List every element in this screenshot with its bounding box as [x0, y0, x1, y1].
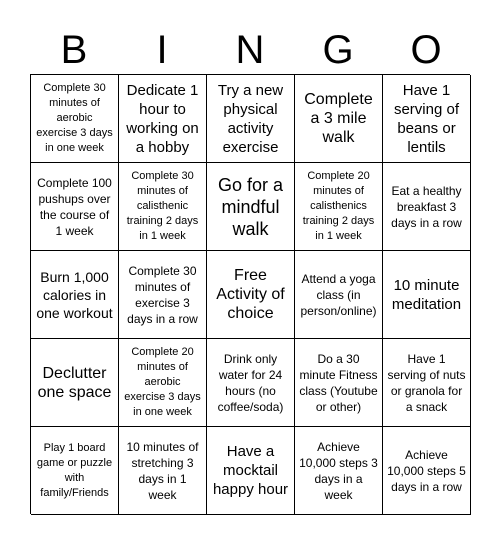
cell-text: Burn 1,000 calories in one workout [36, 268, 113, 321]
cell-text: Complete 100 pushups over the course of 1 week [37, 175, 112, 238]
bingo-cell[interactable] [207, 427, 295, 515]
bingo-cell[interactable] [383, 251, 471, 339]
bingo-cell[interactable] [383, 75, 471, 163]
cell-text: Free Activity of choice [216, 267, 285, 322]
cell-text: Achieve 10,000 steps 5 days in a row [387, 447, 466, 494]
cell-text: Have a mocktail happy hour [212, 443, 289, 498]
cell-text: Complete 20 minutes of aerobic exercise 3 days in one week [124, 346, 201, 418]
cell-text: Achieve 10,000 steps 3 days in a week [299, 439, 378, 502]
cell-text: 10 minute meditation [391, 276, 462, 313]
cell-text: Complete a 3 mile walk [304, 91, 373, 146]
bingo-cell[interactable] [295, 339, 383, 427]
cell-text: Have 1 serving of beans or lentils [393, 81, 460, 156]
bingo-cell[interactable] [207, 75, 295, 163]
header-letter-i: I [156, 28, 168, 72]
cell-text: Drink only water for 24 hours (no coffee/soda) [217, 351, 284, 414]
cell-text: Complete 30 minutes of calisthenic training 2 days in 1 week [126, 170, 199, 242]
header-letter-o: O [410, 28, 442, 72]
cell-text: Complete 30 minutes of aerobic exercise 3 days in one week [36, 82, 113, 154]
cell-text: Dedicate 1 hour to working on a hobby [126, 81, 199, 156]
bingo-cell[interactable] [31, 427, 119, 515]
cell-text: Eat a healthy breakfast 3 days in a row [391, 183, 462, 230]
bingo-cell[interactable] [31, 163, 119, 251]
bingo-cell[interactable] [295, 75, 383, 163]
bingo-cell[interactable] [383, 339, 471, 427]
bingo-cell[interactable] [31, 75, 119, 163]
bingo-cell[interactable] [119, 427, 207, 515]
header-letter-g: G [322, 28, 354, 72]
bingo-cell[interactable] [31, 339, 119, 427]
cell-text: Try a new physical activity exercise [217, 81, 284, 156]
cell-text: Declutter one space [37, 364, 112, 401]
bingo-cell[interactable] [383, 163, 471, 251]
cell-text: 10 minutes of stretching 3 days in 1 week [126, 439, 199, 502]
cell-text: Play 1 board game or puzzle with family/Friends [36, 441, 113, 499]
header-letter-n: N [235, 28, 265, 72]
bingo-cell[interactable] [119, 339, 207, 427]
bingo-cell[interactable] [119, 163, 207, 251]
bingo-cell[interactable] [295, 163, 383, 251]
cell-text: Complete 30 minutes of exercise 3 days in a row [127, 263, 198, 326]
cell-text: Have 1 serving of nuts or granola for a snack [387, 351, 466, 414]
bingo-cell[interactable] [295, 251, 383, 339]
bingo-cell[interactable] [207, 163, 295, 251]
bingo-board [30, 74, 470, 514]
cell-text: Attend a yoga class (in person/online) [300, 271, 377, 318]
header-letter-b: B [60, 28, 88, 72]
bingo-cell free-space[interactable] [207, 251, 295, 339]
bingo-cell[interactable] [119, 251, 207, 339]
bingo-header [30, 28, 470, 72]
cell-text: Go for a mindful walk [217, 174, 284, 239]
cell-text: Do a 30 minute Fitness class (Youtube or other) [299, 351, 378, 414]
bingo-cell[interactable] [383, 427, 471, 515]
bingo-cell[interactable] [119, 75, 207, 163]
bingo-cell[interactable] [31, 251, 119, 339]
bingo-cell[interactable] [295, 427, 383, 515]
cell-text: Complete 20 minutes of calisthenics training 2 days in 1 week [302, 170, 375, 242]
bingo-cell[interactable] [207, 339, 295, 427]
